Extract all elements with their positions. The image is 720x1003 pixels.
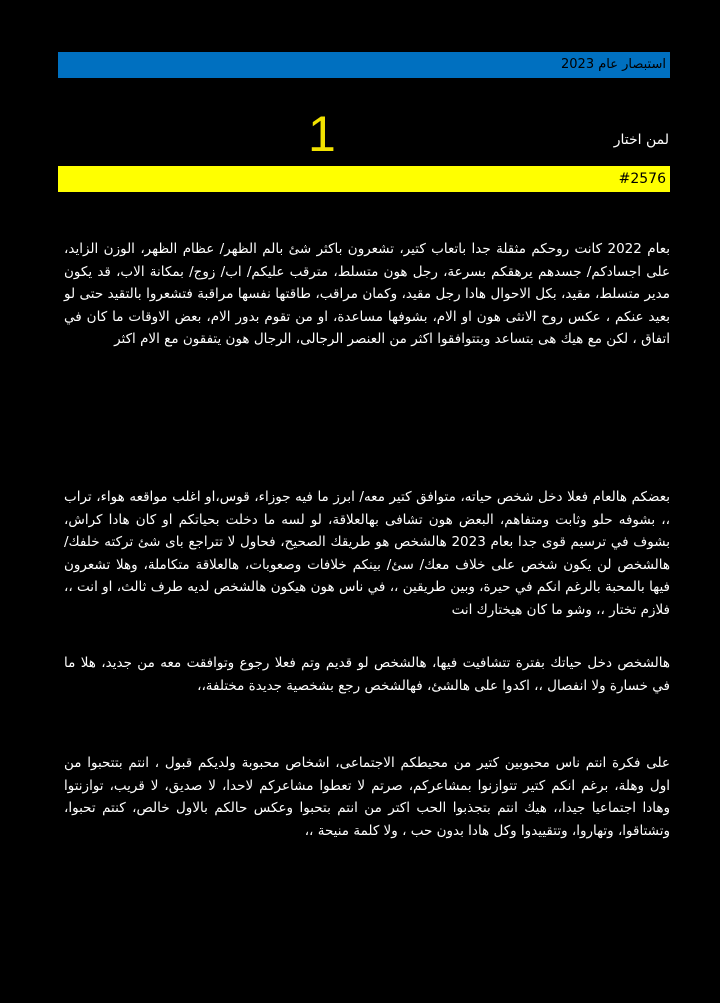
choice-label: لمن اختار (613, 132, 669, 148)
choice-code: #2576 (618, 171, 666, 187)
header-title: استبصار عام 2023 (561, 57, 666, 72)
paragraph-return: هالشخص دخل حياتك بفترة تتشافيت فيها، هالشخص لو قديم وتم فعلا رجوع وتوافقت معه من جديد، هلا ما في خسارة ولا انفصال ،، اكدوا على هالشئ، فهالشخص رجع بشخصية جديدة مختلفة،، (64, 655, 670, 694)
header-bar (58, 52, 670, 78)
choice-number: 1 (308, 106, 336, 162)
code-bar (58, 166, 670, 192)
paragraph-social: على فكرة انتم ناس محبوبين كتير من محيطكم الاجتماعى، اشخاص محبوبة ولديكم قبول ، انتم بتتحبوا من اول وهلة، برغم انكم كتير تتوازنوا بمشاعركم، صرتم لا تعطوا مشاعركم لاحدا، لا صديق، لا قريب، توازنتوا وهادا اجتماعيا جيدا،، هيك انتم بتجذبوا الحب اكتر من انتم بتحبوا وعكس حالكم بالاول خالص، كنتم تحبوا، وتشتاقوا، وتهاروا، وتتقييدوا وكل هادا بدون حب ، ولا كلمة منيحة ،، (64, 755, 670, 839)
paragraph-new-person: بعضكم هالعام فعلا دخل شخص حياته، متوافق كتير معه/ ابرز ما فيه جوزاء، قوس،او اغلب مواقعه هواء، تراب ،، بشوفه حلو وثابت ومتفاهم، البعض هون تشافى بهالعلاقة، لو لسه ما دخلت بحياتكم او كان هادا كراش، بشوف في ترسيم قوى جدا بعام 2023 هالشخص هو طريقك الصحيح، فحاول لا تتراجع باى شئ تركته خلفك/ هالشخص لن يكون شخص على خلاف معك/ سئ/ بينكم خلافات وصعوبات، هالعلاقة متكاملة، وهلا تشعرون فيها بالمحبة بالرغم انكم في حيرة، وبين طريقين ،، في ناس هون هيكون هالشخص لديه طرف ثالث، او انت ،، فلازم تختار ،، وشو ما كان هيختارك انت (64, 489, 670, 618)
paragraph-2022: بعام 2022 كانت روحكم مثقلة جدا باتعاب كتير، تشعرون باكثر شئ بالم الظهر/ عظام الظهر، الوزن الزايد، على اجسادكم/ جسدهم يرهقكم بسرعة، رجل هون متسلط، مترقب عليكم/ اب/ زوج/ بمكانة الاب، قد يكون مدير متسلط، مقيد، بكل الاحوال هادا رجل مقيد، وكمان مراقب، طاقتها نفسها مراقبة فتشعروا بالتقيد حتى لو بعيد عنكم ، عكس روح الانثى هون او الام، بشوفها مساعدة، او من تقوم بدور الام، بعض الاوقات ما كان في اتفاق ، لكن مع هيك هى بتساعد وبتتوافقوا اكثر من العنصر الرجالى، الرجال هون يتفقون مع الام اكثر (64, 241, 670, 348)
